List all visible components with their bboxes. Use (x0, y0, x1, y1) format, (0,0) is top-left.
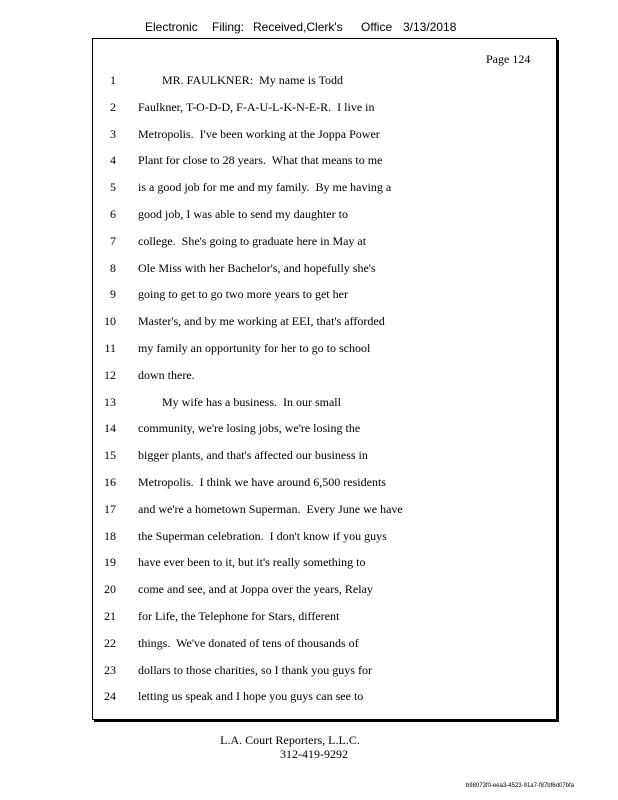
line-number: 8 (110, 260, 116, 275)
footer-company: L.A. Court Reporters, L.L.C. (220, 733, 360, 747)
line-text: Master's, and by me working at EEI, that's afforded (138, 314, 385, 329)
transcript-line (92, 582, 555, 600)
transcript-line (92, 421, 555, 439)
line-text: Plant for close to 28 years. What that means to me (138, 153, 383, 168)
header-office: Office (361, 20, 393, 34)
line-number: 7 (110, 233, 116, 248)
transcript-line (92, 529, 555, 547)
header-electronic: Electronic (145, 20, 198, 34)
transcript-line (92, 234, 555, 252)
line-number: 20 (104, 582, 116, 597)
line-text: is a good job for me and my family. By me having a (138, 180, 392, 195)
transcript-line (92, 207, 555, 225)
page-number: Page 124 (486, 52, 531, 66)
transcript-line (92, 100, 555, 118)
line-text: down there. (138, 367, 195, 382)
line-text: Ole Miss with her Bachelor's, and hopefully she's (138, 260, 376, 275)
line-text: my family an opportunity for her to go to school (138, 341, 371, 355)
line-number: 5 (110, 180, 116, 195)
line-text: for Life, the Telephone for Stars, different (138, 609, 340, 623)
footer-phone: 312-419-9292 (280, 747, 348, 761)
line-number: 2 (110, 99, 116, 114)
line-number: 16 (104, 475, 116, 489)
line-text: My wife has a business. In our small (138, 394, 341, 409)
line-number: 12 (104, 367, 116, 382)
filing-stamp-header (0, 20, 618, 36)
line-number: 21 (104, 609, 116, 623)
transcript-line (92, 663, 555, 681)
line-number: 11 (104, 341, 116, 355)
line-number: 4 (110, 153, 116, 168)
line-number: 9 (110, 287, 116, 302)
transcript-line (92, 73, 555, 91)
line-text: things. We've donated of tens of thousands of (138, 635, 359, 650)
line-number: 3 (110, 126, 116, 141)
transcript-line (92, 395, 555, 413)
line-number: 24 (104, 689, 116, 704)
line-text: have ever been to it, but it's really something to (138, 555, 366, 570)
header-received: Received,Clerk's (253, 20, 343, 34)
line-text: going to get to go two more years to get her (138, 287, 348, 302)
transcript-line (92, 609, 555, 627)
transcript-line (92, 287, 555, 305)
transcript-line (92, 368, 555, 386)
transcript-line (92, 448, 555, 466)
transcript-line (92, 502, 555, 520)
line-text: good job, I was able to send my daughter to (138, 207, 348, 221)
transcript-line (92, 689, 555, 707)
line-text: community, we're losing jobs, we're losing the (138, 421, 361, 436)
line-text: dollars to those charities, so I thank you guys for (138, 662, 372, 677)
line-number: 6 (110, 207, 116, 221)
line-number: 13 (104, 394, 116, 409)
line-number: 22 (104, 635, 116, 650)
line-number: 18 (104, 528, 116, 543)
transcript-line (92, 127, 555, 145)
line-number: 15 (104, 448, 116, 463)
line-text: MR. FAULKNER: My name is Todd (138, 73, 344, 87)
transcript-line (92, 180, 555, 198)
line-number: 19 (104, 555, 116, 570)
line-number: 10 (104, 314, 116, 329)
transcript-line (92, 475, 555, 493)
transcript-line (92, 636, 555, 654)
line-number: 17 (104, 501, 116, 516)
line-text: and we're a hometown Superman. Every June we have (138, 501, 403, 516)
line-text: come and see, and at Joppa over the years, Relay (138, 582, 373, 597)
line-text: Faulkner, T-O-D-D, F-A-U-L-K-N-E-R. I live in (138, 99, 375, 114)
header-date: 3/13/2018 (403, 20, 457, 34)
line-text: the Superman celebration. I don't know if you guys (138, 528, 387, 543)
transcript-line (92, 555, 555, 573)
line-text: bigger plants, and that's affected our business in (138, 448, 368, 463)
line-number: 23 (104, 662, 116, 677)
line-text: Metropolis. I think we have around 6,500 residents (138, 475, 386, 489)
line-text: letting us speak and I hope you guys can see to (138, 689, 364, 704)
transcript-line (92, 261, 555, 279)
line-text: college. She's going to graduate here in May at (138, 233, 367, 248)
document-id: b98073f0-eea3-4523-91a7-f87bf6d07bfa (465, 783, 574, 789)
transcript-line (92, 153, 555, 171)
transcript-line (92, 341, 555, 359)
transcript-line (92, 314, 555, 332)
header-filing: Filing: (212, 20, 245, 34)
line-text: Metropolis. I've been working at the Joppa Power (138, 126, 380, 141)
line-number: 1 (110, 73, 116, 87)
line-number: 14 (104, 421, 116, 436)
